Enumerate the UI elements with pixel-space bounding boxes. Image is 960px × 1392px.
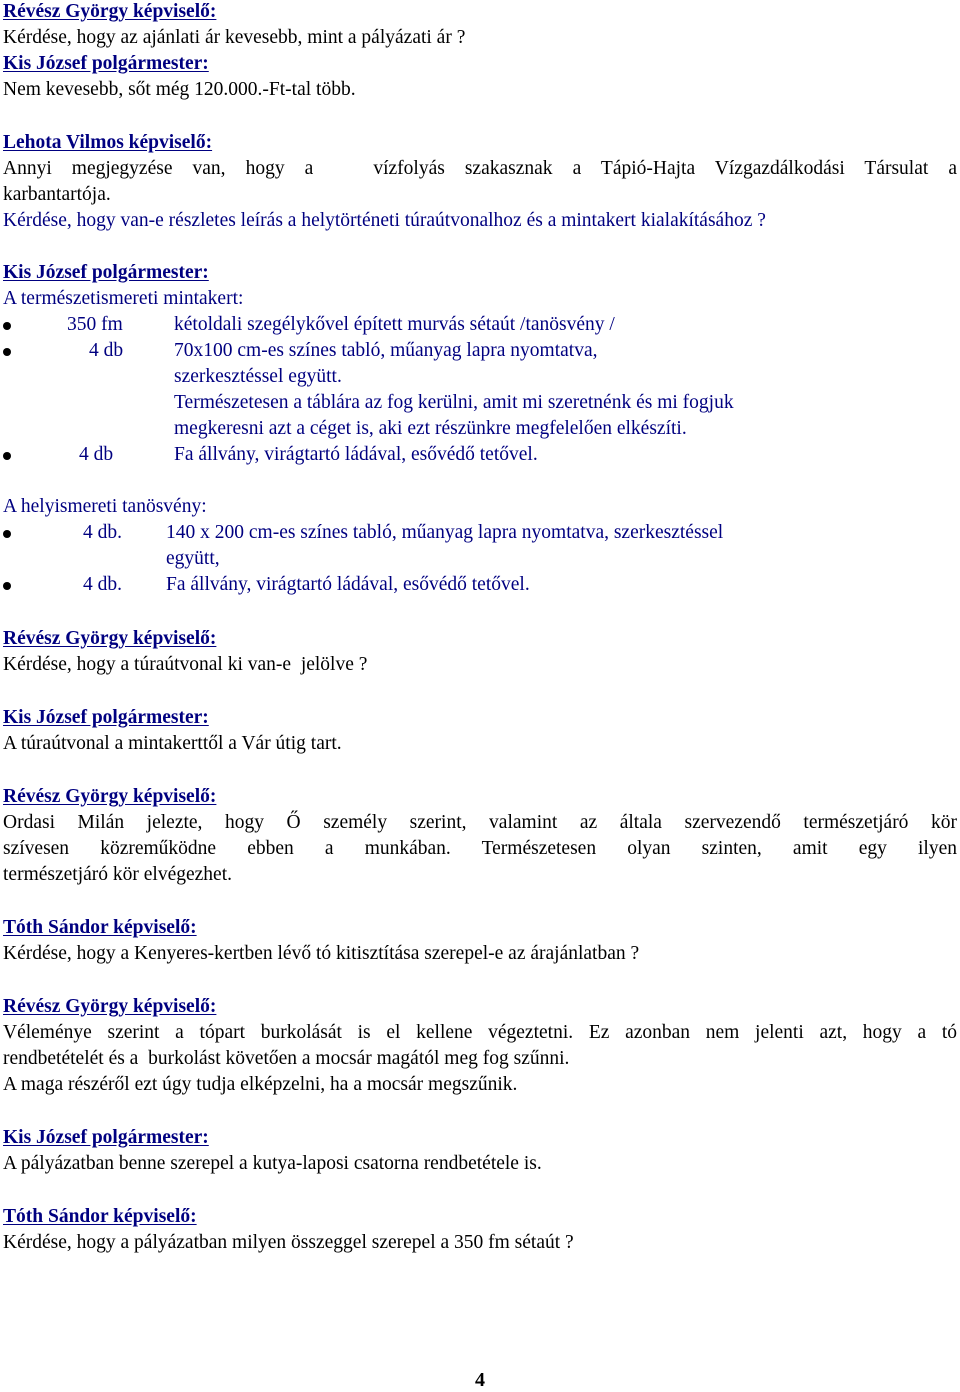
text-line: karbantartója. [3, 184, 111, 205]
item-text: Fa állvány, virágtartó ládával, esővédő tetővel. [174, 444, 538, 465]
speaker-heading: Kis József polgármester: [3, 262, 209, 283]
item-quantity: 350 fm [67, 314, 123, 335]
text-line: természetjáró kör elvégezhet. [3, 864, 233, 885]
list-intro: A természetismereti mintakert: [3, 288, 244, 309]
text-line: szívesen közreműködne ebben a munkában. Természetesen olyan szinten, amit egy ilyen [3, 838, 957, 859]
text-line: A túraútvonal a mintakerttől a Vár útig tart. [3, 733, 342, 754]
speaker-heading: Kis József polgármester: [3, 1127, 209, 1148]
item-text: Természetesen a táblára az fog kerülni, amit mi szeretnénk és mi fogjuk [174, 392, 734, 413]
item-quantity: 4 db. [83, 574, 122, 595]
speaker-heading: Révész György képviselő: [3, 786, 217, 807]
text-line: A pályázatban benne szerepel a kutya-laposi csatorna rendbetétele is. [3, 1153, 542, 1174]
speaker-heading: Révész György képviselő: [3, 996, 217, 1017]
text-line: Nem kevesebb, sőt még 120.000.-Ft-tal több. [3, 79, 356, 100]
item-text: Fa állvány, virágtartó ládával, esővédő tetővel. [166, 574, 530, 595]
text-line: Véleménye szerint a tópart burkolását is el kellene végeztetni. Ez azonban nem jelenti azt, hogy a tó [3, 1022, 957, 1043]
item-text: kétoldali szegélykővel épített murvás sétaút /tanösvény / [174, 314, 615, 335]
bullet-icon [3, 530, 11, 538]
text-line: Kérdése, hogy az ajánlati ár kevesebb, mint a pályázati ár ? [3, 27, 466, 48]
speaker-heading: Tóth Sándor képviselő: [3, 1206, 197, 1227]
text-line: Annyi megjegyzése van, hogy a vízfolyás szakasznak a Tápió-Hajta Vízgazdálkodási Társulat a [3, 158, 957, 179]
bullet-icon [3, 582, 11, 590]
speaker-heading: Kis József polgármester: [3, 707, 209, 728]
text-line: A maga részéről ezt úgy tudja elképzelni, ha a mocsár megszűnik. [3, 1074, 518, 1095]
text-line: Kérdése, hogy van-e részletes leírás a helytörténeti túraútvonalhoz és a mintakert kialakításához ? [3, 210, 766, 231]
speaker-heading: Révész György képviselő: [3, 628, 217, 649]
text-line: Kérdése, hogy a pályázatban milyen összeggel szerepel a 350 fm sétaút ? [3, 1232, 574, 1253]
item-text: 70x100 cm-es színes tabló, műanyag lapra nyomtatva, [174, 340, 598, 361]
text-line: Kérdése, hogy a túraútvonal ki van-e jelölve ? [3, 654, 368, 675]
bullet-icon [3, 322, 11, 330]
text-line: rendbetételét és a burkolást követően a mocsár magától meg fog szűnni. [3, 1048, 570, 1069]
bullet-icon [3, 452, 11, 460]
item-quantity: 4 db [79, 444, 114, 465]
item-quantity: 4 db. [83, 522, 122, 543]
speaker-heading: Révész György képviselő: [3, 1, 217, 22]
list-intro: A helyismereti tanösvény: [3, 496, 207, 517]
text-line: Ordasi Milán jelezte, hogy Ő személy szerint, valamint az általa szervezendő természetjáró kör [3, 812, 957, 833]
speaker-heading: Tóth Sándor képviselő: [3, 917, 197, 938]
speaker-heading: Kis József polgármester: [3, 53, 209, 74]
item-text: megkeresni azt a céget is, aki ezt részünkre megfelelően elkészíti. [174, 418, 687, 439]
page-number: 4 [475, 1369, 485, 1391]
item-text: együtt, [166, 548, 220, 569]
item-text: szerkesztéssel együtt. [174, 366, 342, 387]
item-quantity: 4 db [89, 340, 124, 361]
text-line: Kérdése, hogy a Kenyeres-kertben lévő tó kitisztítása szerepel-e az árajánlatban ? [3, 943, 640, 964]
item-text: 140 x 200 cm-es színes tabló, műanyag lapra nyomtatva, szerkesztéssel [166, 522, 724, 543]
bullet-icon [3, 348, 11, 356]
speaker-heading: Lehota Vilmos képviselő: [3, 132, 213, 153]
